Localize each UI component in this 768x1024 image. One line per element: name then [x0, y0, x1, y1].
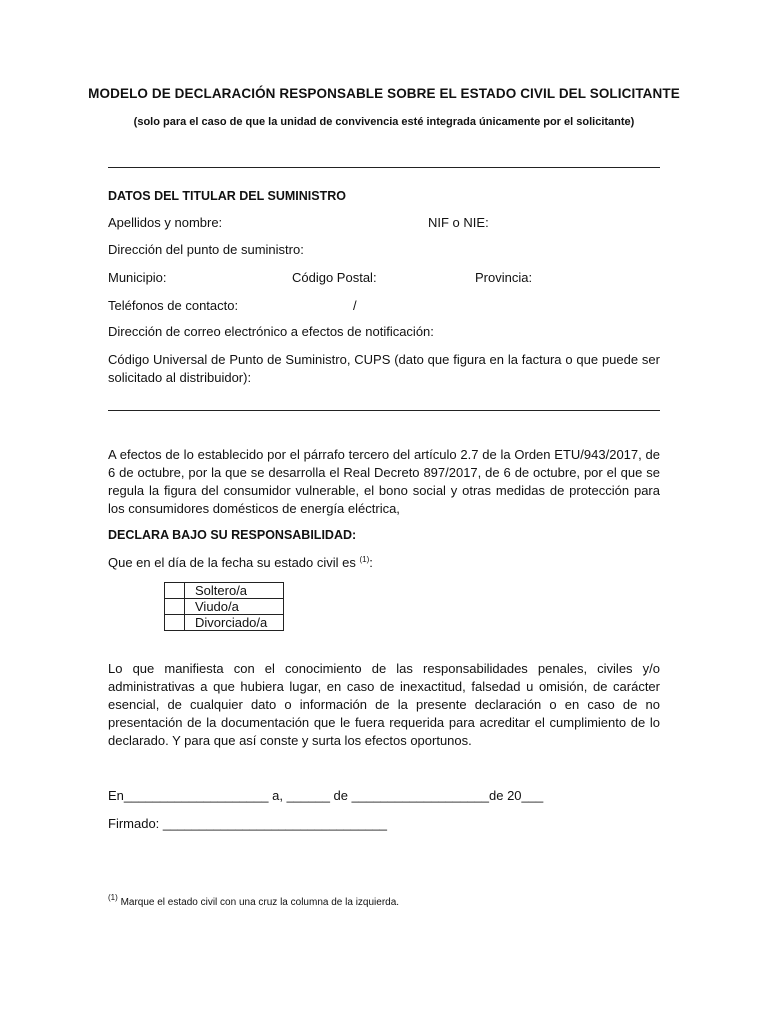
footnote-text: Marque el estado civil con una cruz la columna de la izquierda.	[120, 897, 400, 908]
footnote-ref: (1)	[359, 555, 370, 564]
checkbox-divorciado[interactable]	[165, 615, 185, 631]
document-title: MODELO DE DECLARACIÓN RESPONSABLE SOBRE EL ESTADO CIVIL DEL SOLICITANTE	[88, 86, 680, 101]
firmado-line[interactable]: Firmado: _______________________________	[108, 816, 388, 831]
municipio-label: Municipio:	[108, 270, 167, 285]
footnote-mark: (1)	[108, 893, 118, 902]
footnote	[108, 893, 400, 908]
option-label: Viudo/a	[185, 599, 284, 615]
correo-label: Dirección de correo electrónico a efectos de notificación:	[108, 324, 434, 339]
checkbox-viudo[interactable]	[165, 599, 185, 615]
cups-label: Código Universal de Punto de Suministro, CUPS (dato que figura en la factura o que puede ser solicitado al distribuidor):	[108, 352, 660, 385]
option-label: Soltero/a	[185, 583, 284, 599]
nif-label: NIF o NIE:	[428, 215, 489, 230]
document-subtitle: (solo para el caso de que la unidad de convivencia esté integrada únicamente por el solicitante)	[133, 116, 635, 128]
estado-civil-colon: :	[369, 555, 373, 570]
estado-civil-statement	[108, 555, 373, 570]
manifiesta-paragraph: Lo que manifiesta con el conocimiento de las responsabilidades penales, civiles y/o administrativas a que hubiera lugar, en caso de inexactitud, falsedad u omisión, de carácter esencial, de cualquier dato o información de la presente declaración o en caso de no presentación de la documentación que le fuera requerida para acreditar el cumplimiento de lo declarado. Y para que así conste y surta los efectos oportunos.	[108, 661, 660, 748]
codigo-postal-label: Código Postal:	[292, 270, 377, 285]
estado-civil-text: Que en el día de la fecha su estado civil es	[108, 555, 356, 570]
table-row	[165, 599, 284, 615]
option-label: Divorciado/a	[185, 615, 284, 631]
table-row	[165, 615, 284, 631]
telefonos-label: Teléfonos de contacto:	[108, 298, 239, 313]
checkbox-soltero[interactable]	[165, 583, 185, 599]
telefonos-separator: /	[353, 298, 357, 313]
titular-heading: DATOS DEL TITULAR DEL SUMINISTRO	[108, 189, 346, 203]
top-divider	[108, 167, 660, 168]
declara-heading: DECLARA BAJO SU RESPONSABILIDAD:	[108, 528, 357, 542]
provincia-label: Provincia:	[475, 270, 533, 285]
apellidos-label: Apellidos y nombre:	[108, 215, 223, 230]
table-row	[165, 583, 284, 599]
lugar-fecha-line[interactable]: En____________________ a, ______ de ___________________de 20___	[108, 788, 544, 803]
intro-paragraph: A efectos de lo establecido por el párrafo tercero del artículo 2.7 de la Orden ETU/943/2017, de 6 de octubre, por la que se desarrolla el Real Decreto 897/2017, de 6 de octubre, por el que se regula la figura del consumidor vulnerable, el bono social y otras medidas de protección para los consumidores domésticos de energía eléctrica,	[108, 447, 660, 516]
direccion-label: Dirección del punto de suministro:	[108, 242, 304, 257]
estado-civil-table	[164, 582, 284, 631]
middle-divider	[108, 410, 660, 411]
